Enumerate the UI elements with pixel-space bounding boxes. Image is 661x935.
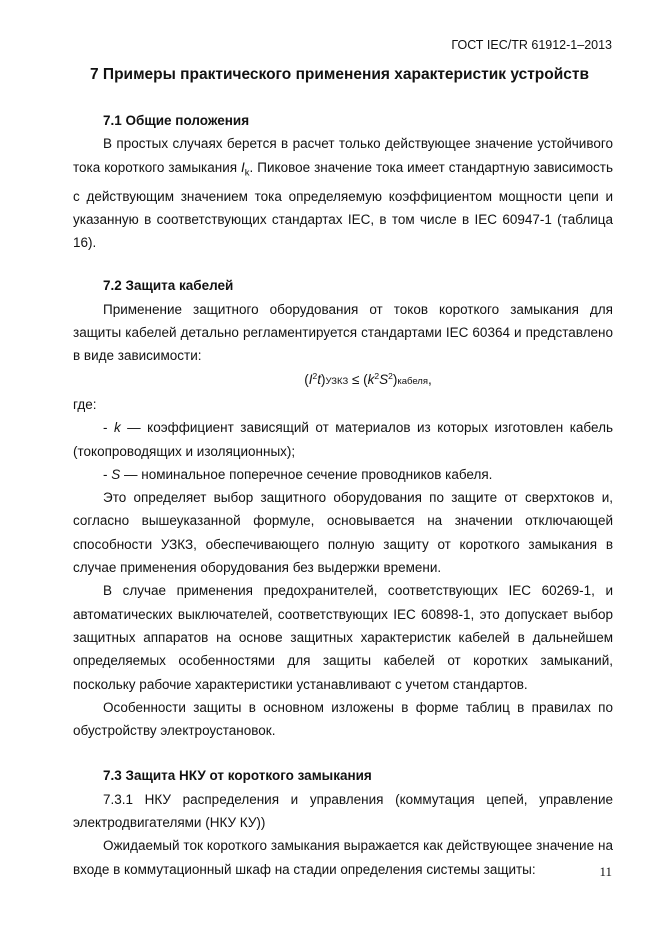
var-sub-k: k: [244, 167, 250, 179]
text-run: -: [103, 466, 112, 482]
section-7-2-paragraph-2: Это определяет выбор защитного оборудования по защите от сверхтоков и, согласно вышеуказанной формуле, основывается на значении отключающей способности УЗКЗ, обеспечивающего полную защиту от короткого замыкания в случае применения оборудования без выдержки времени.: [73, 490, 613, 576]
text-run: — номинальное поперечное сечение проводников кабеля.: [120, 466, 493, 482]
section-7-2-paragraph-1: Применение защитного оборудования от токов короткого замыкания для защиты кабелей детально регламентируется стандартами IEC 60364 и представлено в виде зависимости:: [73, 301, 613, 364]
definition-s: [73, 463, 613, 486]
spacer: [73, 254, 613, 274]
formula-part: (: [304, 371, 309, 387]
formula-part: ≤ (: [348, 371, 368, 387]
formula-part: УЗКЗ: [325, 375, 349, 387]
section-7-1-paragraph: [73, 132, 613, 254]
section-7-3-paragraph-2: Ожидаемый ток короткого замыкания выражается как действующее значение на входе в коммутационный шкаф на стадии определения системы защиты:: [73, 838, 613, 877]
definition-k: [73, 416, 613, 463]
section-7-3-title: 7.3 Защита НКУ от короткого замыкания: [103, 768, 372, 784]
document-body: [73, 109, 613, 881]
text-run: . Пиковое значение тока имеет стандартную зависимость с действующим значением тока определяемую коэффициентом мощности цепи и указанную в соответствующих стандартах IEC, в том числе в IEC 60947-1 (таблица 16).: [73, 159, 613, 251]
formula-part: 2: [312, 370, 318, 381]
section-7-1-title: 7.1 Общие положения: [103, 113, 250, 128]
var-i: I: [241, 159, 245, 175]
formula-part: ): [320, 371, 326, 387]
formula-part: 2: [374, 370, 380, 381]
var-k: k: [113, 420, 121, 436]
formula-part: кабеля: [397, 375, 428, 387]
section-7-2-title: 7.2 Защита кабелей: [103, 278, 234, 294]
formula-part: 2: [388, 370, 393, 381]
section-7-3-1-paragraph: 7.3.1 НКУ распределения и управления (коммутация цепей, управление электродвигателями (НКУ КУ)): [73, 791, 613, 830]
cable-protection-formula: [73, 368, 613, 393]
text-run: -: [103, 420, 114, 436]
text-run: В простых случаях берется в расчет только действующее значение устойчивого тока короткого замыкания: [73, 136, 613, 175]
text-run: — коэффициент зависящий от материалов из которых изготовлен кабель (токопроводящих и изоляционных);: [73, 420, 613, 459]
section-7-2-paragraph-3: В случае применения предохранителей, соответствующих IEC 60269-1, и автоматических выключателей, соответствующих IEC 60898-1, это допускает выбор защитных аппаратов на основе защитных характеристик кабелей в дальнейшем определяемых особенностями для защиты кабелей от коротких замыканий, поскольку рабочие характеристики устанавливают с учетом стандартов.: [73, 583, 613, 692]
formula-part: S: [379, 371, 389, 387]
formula-part: I: [308, 371, 313, 387]
section-7-title: 7 Примеры практического применения характеристик устройств: [90, 66, 589, 83]
formula-part: ,: [428, 371, 432, 387]
where-label: где:: [73, 396, 97, 412]
var-s: S: [111, 466, 121, 482]
formula-part: k: [367, 371, 375, 387]
page-number: 11: [599, 864, 612, 879]
formula-part: ): [392, 371, 398, 387]
section-7-2-paragraph-4: Особенности защиты в основном изложены в форме таблиц в правилах по обустройству электроустановок.: [73, 699, 613, 739]
spacer: [73, 742, 613, 764]
document-code-header: ГОСТ IEC/TR 61912-1–2013: [451, 38, 612, 52]
formula-part: t: [317, 371, 321, 387]
